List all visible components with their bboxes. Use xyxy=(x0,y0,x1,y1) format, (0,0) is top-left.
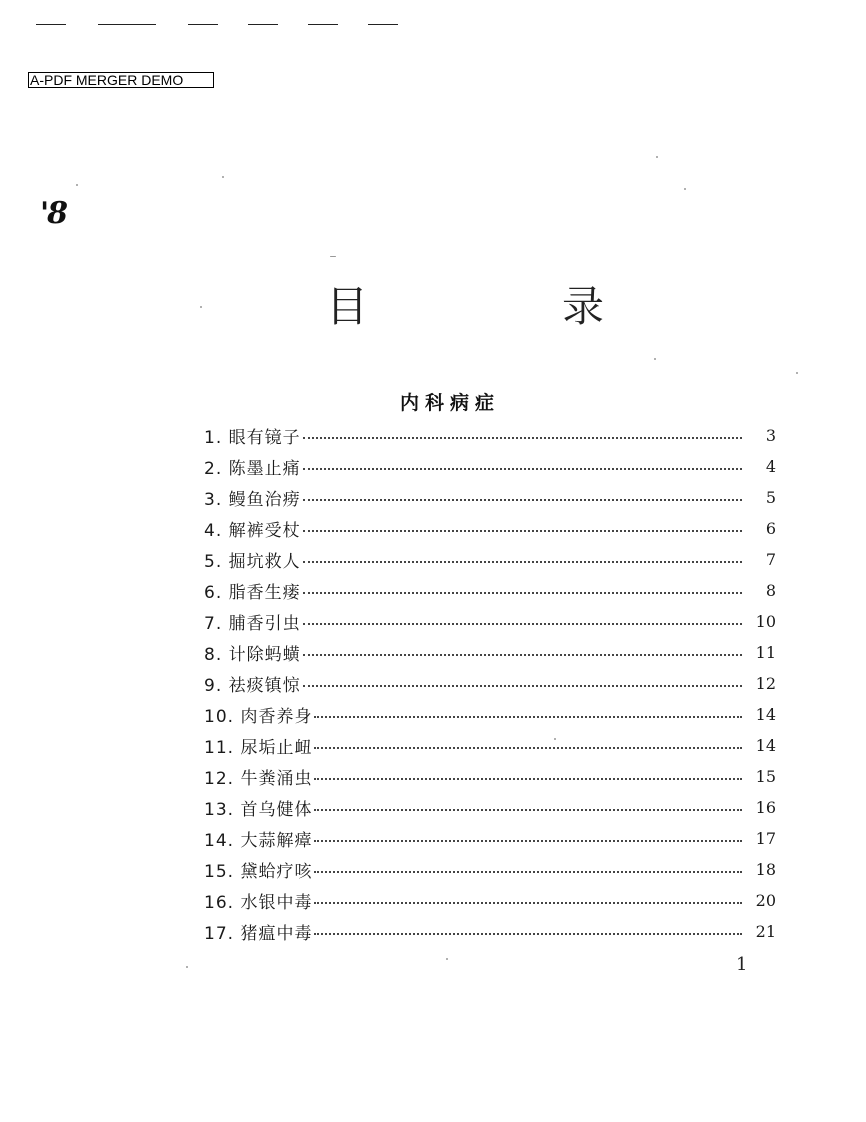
toc-entry-page: 7 xyxy=(765,550,776,569)
toc-entry xyxy=(204,544,776,575)
toc-entry-title: 1. 眼有镜子 xyxy=(204,428,301,448)
toc-entry-page: 18 xyxy=(755,860,776,879)
dot-leader xyxy=(303,654,742,656)
scan-speck xyxy=(186,966,188,968)
toc-entry xyxy=(204,761,776,792)
toc-entry xyxy=(204,699,776,730)
toc-entry-page: 16 xyxy=(755,798,776,817)
header-dash xyxy=(308,24,338,25)
toc-entry-title: 12. 牛粪涌虫 xyxy=(204,769,313,789)
dot-leader xyxy=(314,747,742,749)
dot-leader xyxy=(314,778,742,780)
scan-speck xyxy=(684,188,686,190)
toc-entry-page: 14 xyxy=(755,705,776,724)
header-dash xyxy=(36,24,66,25)
scan-speck xyxy=(200,306,202,308)
header-dash xyxy=(248,24,278,25)
scan-speck xyxy=(330,256,336,257)
dot-leader xyxy=(303,685,742,687)
toc-entry-page: 15 xyxy=(755,767,776,786)
dot-leader xyxy=(303,499,742,501)
table-of-contents xyxy=(204,420,776,947)
toc-entry-page: 17 xyxy=(755,829,776,848)
dot-leader xyxy=(303,530,742,532)
toc-entry-title: 3. 鳗鱼治痨 xyxy=(204,490,301,510)
toc-entry-page: 12 xyxy=(755,674,776,693)
toc-entry-page: 20 xyxy=(755,891,776,910)
scan-speck xyxy=(554,738,556,740)
header-dash xyxy=(188,24,218,25)
toc-entry xyxy=(204,823,776,854)
toc-entry-title: 8. 计除蚂蟥 xyxy=(204,645,301,665)
toc-entry-page: 14 xyxy=(755,736,776,755)
watermark-label: A-PDF MERGER DEMO xyxy=(28,72,214,88)
toc-entry-title: 14. 大蒜解瘴 xyxy=(204,831,313,851)
toc-entry xyxy=(204,513,776,544)
section-heading: 内科病症 xyxy=(400,392,501,414)
dot-leader xyxy=(303,623,742,625)
toc-entry xyxy=(204,451,776,482)
toc-entry xyxy=(204,916,776,947)
toc-entry-page: 6 xyxy=(765,519,776,538)
toc-entry xyxy=(204,792,776,823)
toc-entry-page: 5 xyxy=(765,488,776,507)
toc-entry xyxy=(204,575,776,606)
toc-entry-title: 13. 首乌健体 xyxy=(204,800,313,820)
header-dash xyxy=(98,24,156,25)
scan-speck xyxy=(654,358,656,360)
header-dash xyxy=(368,24,398,25)
toc-entry xyxy=(204,637,776,668)
toc-entry-page: 3 xyxy=(765,426,776,445)
toc-entry-title: 10. 肉香养身 xyxy=(204,707,313,727)
dot-leader xyxy=(314,871,742,873)
dot-leader xyxy=(303,561,742,563)
toc-entry xyxy=(204,606,776,637)
toc-entry xyxy=(204,420,776,451)
toc-entry-title: 16. 水银中毒 xyxy=(204,893,313,913)
toc-entry-page: 4 xyxy=(765,457,776,476)
toc-entry-title: 6. 脂香生瘘 xyxy=(204,583,301,603)
scan-speck xyxy=(656,156,658,158)
page-title-left: 目 xyxy=(326,282,369,331)
toc-entry xyxy=(204,885,776,916)
toc-entry-page: 11 xyxy=(755,643,776,662)
toc-entry-title: 4. 解裤受杖 xyxy=(204,521,301,541)
dot-leader xyxy=(303,592,742,594)
toc-entry-page: 21 xyxy=(755,922,776,941)
toc-entry xyxy=(204,854,776,885)
dot-leader xyxy=(314,809,742,811)
scan-speck xyxy=(446,958,448,960)
toc-entry xyxy=(204,730,776,761)
toc-entry-title: 15. 黛蛤疗咳 xyxy=(204,862,313,882)
toc-entry xyxy=(204,482,776,513)
toc-entry-title: 11. 尿垢止衄 xyxy=(204,738,313,758)
toc-entry-title: 5. 掘坑救人 xyxy=(204,552,301,572)
scan-speck xyxy=(796,372,798,374)
toc-entry-page: 10 xyxy=(755,612,776,631)
dot-leader xyxy=(314,840,742,842)
dot-leader xyxy=(314,933,742,935)
dot-leader xyxy=(303,468,742,470)
scan-speck xyxy=(76,184,78,186)
dot-leader xyxy=(303,437,742,439)
corner-mark: '8 xyxy=(40,196,67,231)
toc-entry-title: 2. 陈墨止痛 xyxy=(204,459,301,479)
toc-entry-page: 8 xyxy=(765,581,776,600)
page-number: 1 xyxy=(736,954,748,975)
dot-leader xyxy=(314,902,742,904)
scan-speck xyxy=(222,176,224,178)
dot-leader xyxy=(314,716,742,718)
page-title-right: 录 xyxy=(562,282,605,331)
toc-entry xyxy=(204,668,776,699)
toc-entry-title: 17. 猪瘟中毒 xyxy=(204,924,313,944)
toc-entry-title: 7. 脯香引虫 xyxy=(204,614,301,634)
toc-entry-title: 9. 祛痰镇惊 xyxy=(204,676,301,696)
